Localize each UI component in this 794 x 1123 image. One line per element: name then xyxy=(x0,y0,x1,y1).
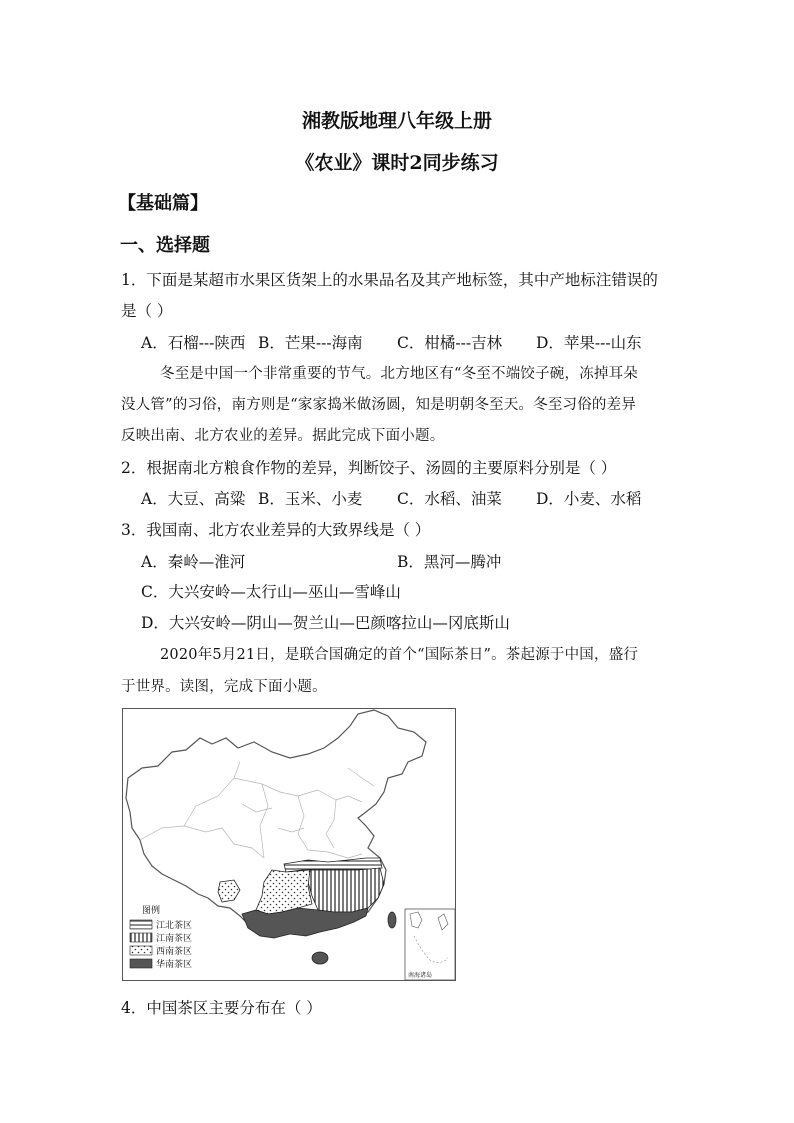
passage1-line3: 反映出南、北方农业的差异。据此完成下面小题。 xyxy=(121,428,445,444)
legend-label-xinan: 西南茶区 xyxy=(156,947,193,957)
legend-swatch-jiangbei xyxy=(130,920,152,929)
legend-swatch-huanan xyxy=(130,959,152,968)
page-subtitle: 《农业》课时2同步练习 xyxy=(295,152,499,174)
q2-option-b[interactable]: B．玉米、小麦 xyxy=(258,490,363,508)
q3-option-d[interactable]: D．大兴安岭—阴山—贺兰山—巴颜喀拉山—冈底斯山 xyxy=(141,614,510,632)
q2-option-c[interactable]: C．水稻、油菜 xyxy=(397,490,502,508)
legend-swatch-xinan xyxy=(130,946,152,955)
q2-option-a[interactable]: A．大豆、高粱 xyxy=(141,490,246,508)
q1-option-d[interactable]: D．苹果---山东 xyxy=(536,334,642,352)
legend-label-jiangbei: 江北茶区 xyxy=(156,921,193,931)
taiwan-island xyxy=(388,912,396,928)
page-title: 湘教版地理八年级上册 xyxy=(301,110,492,132)
passage2-line2: 于世界。读图，完成下面小题。 xyxy=(121,679,327,695)
q2-option-d[interactable]: D．小麦、水稻 xyxy=(536,490,642,508)
q1-option-b[interactable]: B．芒果---海南 xyxy=(258,334,363,352)
section-choice: 一、选择题 xyxy=(120,235,210,256)
inset-label: 南海诸岛 xyxy=(408,972,433,979)
hainan-island xyxy=(312,952,328,964)
q3-stem: 3．我国南、北方农业差异的大致界线是（ ） xyxy=(121,521,431,539)
legend-label-huanan: 华南茶区 xyxy=(156,960,193,970)
section-basic: 【基础篇】 xyxy=(118,193,208,214)
q4-stem: 4．中国茶区主要分布在（ ） xyxy=(121,999,322,1017)
south-china-sea-inset xyxy=(405,909,455,980)
legend-label-jiangnan: 江南茶区 xyxy=(156,934,193,944)
q1-stem-line1: 1．下面是某超市水果区货架上的水果品名及其产地标签，其中产地标注错误的 xyxy=(121,271,658,289)
passage2-line1: 2020年5月21日，是联合国确定的首个“国际茶日”。茶起源于中国，盛行 xyxy=(160,647,639,663)
legend-title: 图例 xyxy=(142,906,161,916)
passage1-line2: 没人管”的习俗，南方则是“家家捣米做汤圆，知是明朝冬至天。冬至习俗的差异 xyxy=(121,397,637,413)
q2-stem: 2．根据南北方粮食作物的差异，判断饺子、汤圆的主要原料分别是（ ） xyxy=(121,459,617,477)
q1-option-c[interactable]: C．柑橘---吉林 xyxy=(397,334,503,352)
passage1-line1: 冬至是中国一个非常重要的节气。北方地区有“冬至不端饺子碗，冻掉耳朵 xyxy=(160,366,639,382)
q3-option-a[interactable]: A．秦岭—淮河 xyxy=(141,553,246,571)
q1-option-a[interactable]: A．石榴---陕西 xyxy=(141,334,246,352)
legend-swatch-jiangnan xyxy=(130,933,152,942)
q3-option-c[interactable]: C．大兴安岭—太行山—巫山—雪峰山 xyxy=(141,583,401,601)
q1-stem-line2: 是（ ） xyxy=(121,302,173,320)
tea-region-map xyxy=(122,708,456,981)
q3-option-b[interactable]: B．黑河—腾冲 xyxy=(397,553,502,571)
